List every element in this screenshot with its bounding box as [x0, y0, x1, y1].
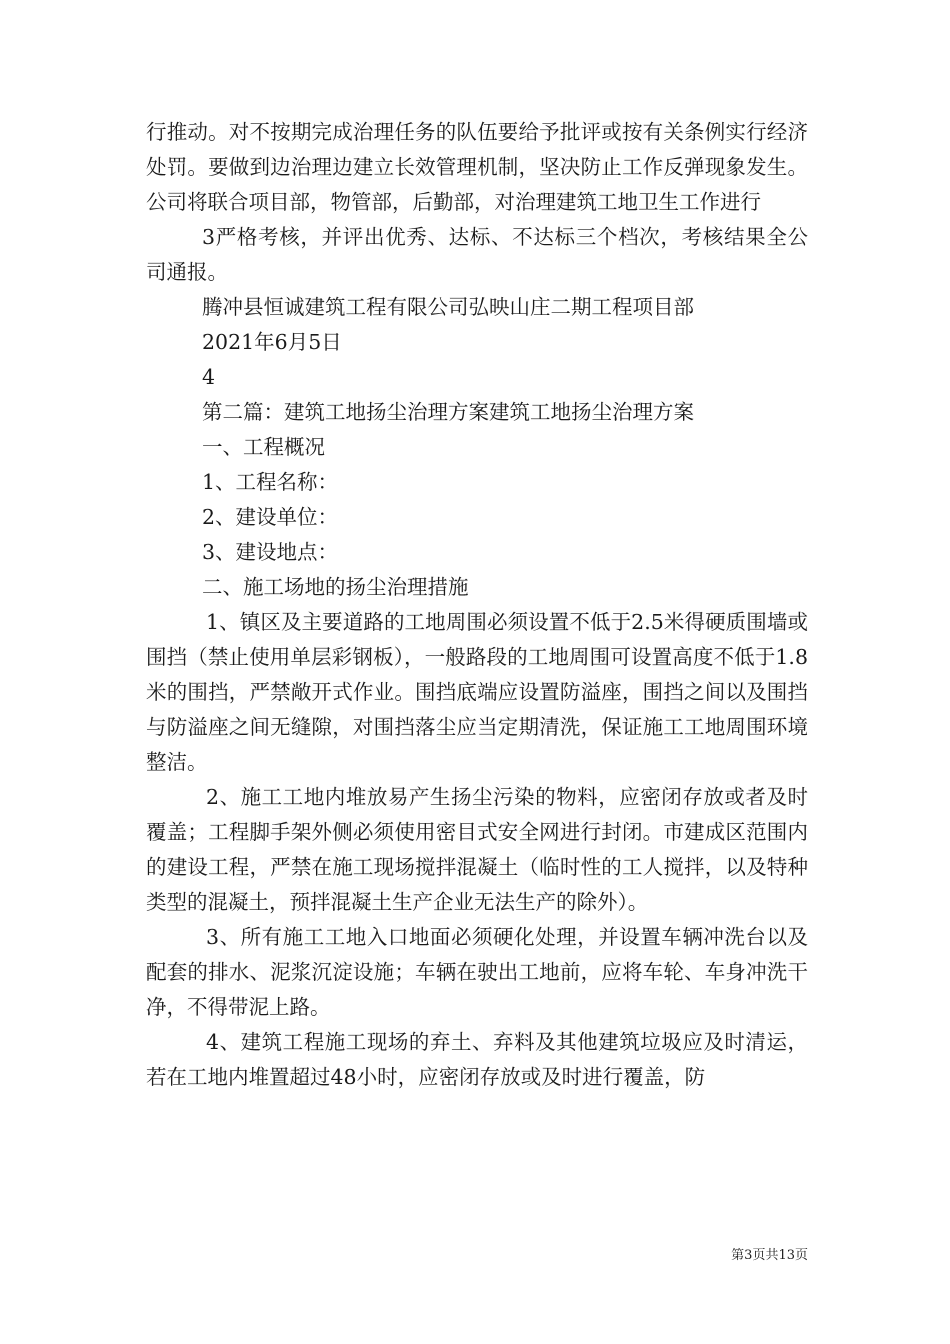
item-project-name: 1、工程名称： — [202, 470, 339, 494]
signature-date: 2021年6月5日 — [202, 330, 342, 354]
measure-3: 3、所有施工工地入口地面必须硬化处理，并设置车辆冲洗台以及配套的排水、泥浆沉淀设施；车辆在驶出工地前，应将车轮、车身冲洗干净，不得带泥上路。 — [146, 925, 808, 1019]
page-number-footer: 第3页共13页 — [731, 1248, 808, 1263]
document-body — [146, 115, 808, 1095]
signature-company: 腾冲县恒诚建筑工程有限公司弘映山庄二期工程项目部 — [202, 295, 694, 319]
paragraph-assessment: 3严格考核，并评出优秀、达标、不达标三个档次，考核结果全公司通报。 — [146, 225, 808, 284]
measure-1: 1、镇区及主要道路的工地周围必须设置不低于2.5米得硬质围墙或围挡（禁止使用单层彩钢板），一般路段的工地周围可设置高度不低于1.8米的围挡，严禁敞开式作业。围挡底端应设置防溢座，围挡之间以及围挡与防溢座之间无缝隙，对围挡落尘应当定期清洗，保证施工工地周围环境整洁。 — [146, 610, 808, 774]
section-title: 第二篇：建筑工地扬尘治理方案建筑工地扬尘治理方案 — [202, 400, 694, 424]
heading-project-overview: 一、工程概况 — [202, 435, 325, 459]
item-construction-site: 3、建设地点： — [202, 540, 339, 564]
page-marker: 4 — [202, 365, 216, 389]
paragraph-continuation: 行推动。对不按期完成治理任务的队伍要给予批评或按有关条例实行经济处罚。要做到边治理边建立长效管理机制，坚决防止工作反弹现象发生。公司将联合项目部，物管部，后勤部，对治理建筑工地卫生工作进行 — [146, 120, 808, 214]
measure-4: 4、建筑工程施工现场的弃土、弃料及其他建筑垃圾应及时清运，若在工地内堆置超过48小时，应密闭存放或及时进行覆盖，防 — [146, 1030, 808, 1089]
measure-2: 2、施工工地内堆放易产生扬尘污染的物料，应密闭存放或者及时覆盖；工程脚手架外侧必须使用密目式安全网进行封闭。市建成区范围内的建设工程，严禁在施工现场搅拌混凝土（临时性的工人搅拌，以及特种类型的混凝土，预拌混凝土生产企业无法生产的除外）。 — [146, 785, 808, 914]
heading-dust-measures: 二、施工场地的扬尘治理措施 — [202, 575, 469, 599]
item-construction-unit: 2、建设单位： — [202, 505, 339, 529]
